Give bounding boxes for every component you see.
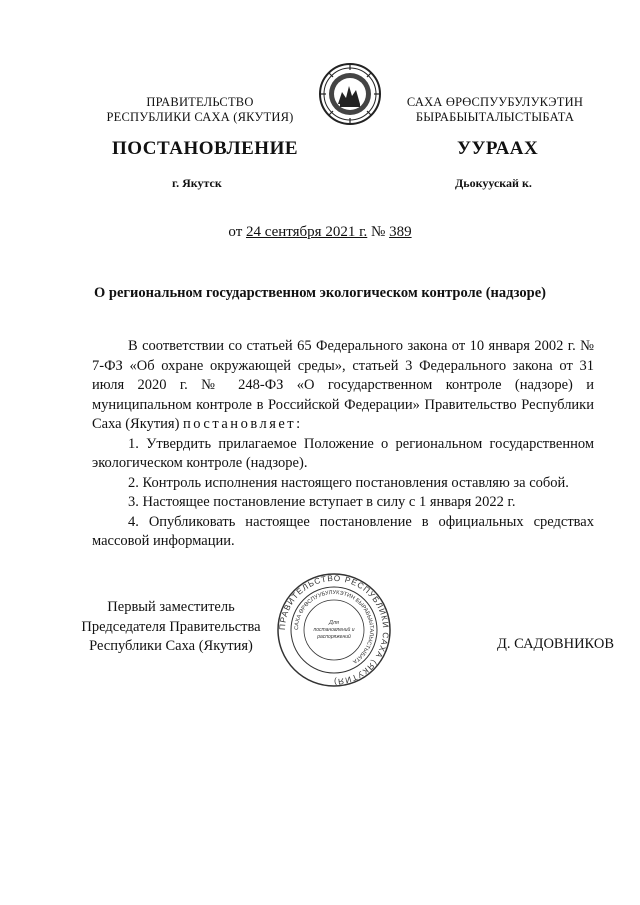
header-right-line2: БЫРАБЫЫТАЛЫСТЫБАТА: [415, 110, 575, 124]
signatory-position: [66, 598, 276, 657]
city-ru: г. Якутск: [172, 176, 222, 190]
seal-center-line3: распоряжений: [317, 634, 351, 640]
header-left-line1: ПРАВИТЕЛЬСТВО: [146, 95, 254, 109]
header-right-line1: САХА ӨРӨСПУУБУЛУКЭТИН: [406, 95, 584, 109]
seal-inner-ring-text: САХА ӨРӨСПУУБУЛУКЭТИН БЫРАБЫЫТАЛЫСТЫБАТА: [293, 589, 375, 665]
resolves-word: постановляет:: [183, 416, 303, 432]
signatory-name: Д. САДОВНИКОВ: [497, 636, 614, 652]
preamble-paragraph: [92, 337, 594, 435]
document-subject: О региональном государственном экологическом контроле (надзоре): [94, 285, 546, 301]
clause-2: 2. Контроль исполнения настоящего постановления оставляю за собой.: [128, 474, 569, 491]
document-title-ru: ПОСТАНОВЛЕНИЕ: [112, 138, 299, 159]
clause-4: 4. Опубликовать настоящее постановление в официальных средствах массовой информации.: [92, 513, 594, 549]
seal-ring-text: ПРАВИТЕЛЬСТВО РЕСПУБЛИКИ САХА (ЯКУТИЯ): [277, 573, 391, 687]
official-seal-icon: [276, 572, 392, 688]
header-right: [395, 95, 595, 125]
document-body: [92, 337, 594, 552]
document-date: 24 сентября 2021 г.: [246, 224, 368, 240]
document-number: 389: [389, 224, 412, 240]
header-left-line2: РЕСПУБЛИКИ САХА (ЯКУТИЯ): [106, 110, 294, 124]
coat-of-arms-icon: [318, 62, 382, 126]
date-number-line: [0, 224, 640, 241]
date-prefix: от: [228, 224, 246, 240]
seal-center-line1: Для: [329, 620, 339, 626]
position-line1: Первый заместитель: [107, 599, 235, 615]
clause-3: 3. Настоящее постановление вступает в силу с 1 января 2022 г.: [128, 494, 516, 510]
seal-center-line2: постановлений и: [313, 627, 355, 633]
header-left: [100, 95, 300, 125]
position-line3: Республики Саха (Якутия): [89, 638, 253, 654]
preamble-text: В соответствии со статьей 65 Федерального закона от 10 января 2002 г. № 7-ФЗ «Об охране окружающей среды», статьей 3 Федерального закона от 31 июля 2020 г. № 248-ФЗ «О государственном контроле (надзоре) и муниципальном контроле в Российской Федерации» Правительство Республики Саха (Якутия): [92, 338, 594, 432]
city-sah: Дьокуускай к.: [455, 176, 532, 190]
number-label: №: [367, 224, 390, 240]
clause-1: 1. Утвердить прилагаемое Положение о региональном государственном экологическом контроле (надзоре).: [92, 435, 594, 471]
document-title-sah: УУРААХ: [457, 138, 539, 159]
position-line2: Председателя Правительства: [81, 618, 261, 635]
